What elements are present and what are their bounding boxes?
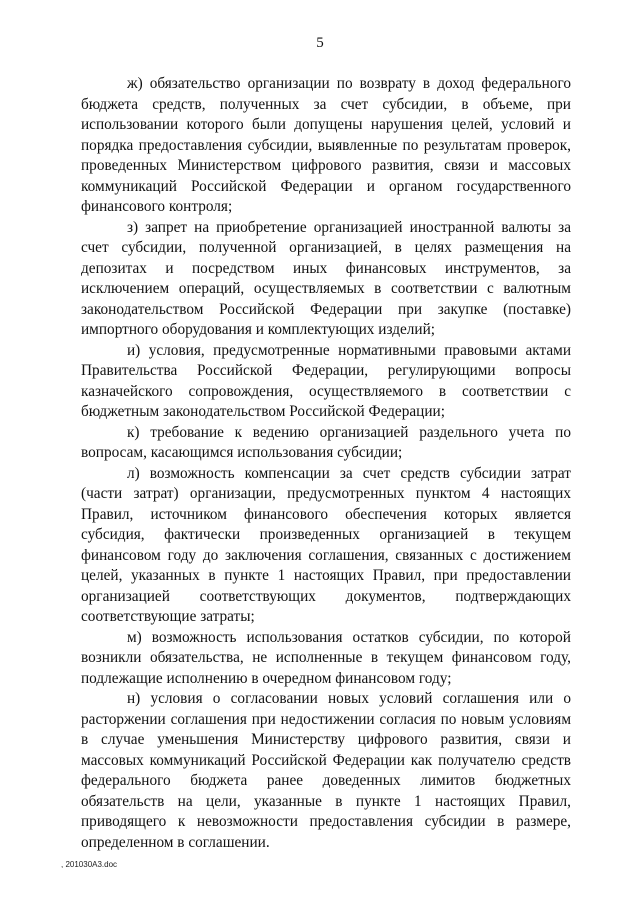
paragraph-zh: ж) обязательство организации по возврату в доход федерального бюджета средств, полученных за счет субсидии, в объеме, при использовании которого были допущены нарушения целей, условий и порядка предоставления субсидии, выявленные по результатам проверок, проведенных Министерством цифрового развития, связи и массовых коммуникаций Российской Федерации и органом государственного финансового контроля; — [81, 75, 571, 215]
paragraph-i: и) условия, предусмотренные нормативными правовыми актами Правительства Российской Федерации, регулирующими вопросы казначейского сопровождения, осуществляемого в соответствии с бюджетным законодательством Российской Федерации; — [81, 341, 571, 420]
document-body — [81, 74, 571, 853]
paragraph-l: л) возможность компенсации за счет средств субсидии затрат (части затрат) организации, предусмотренных пунктом 4 настоящих Правил, источником финансового обеспечения которых является субсидия, фактически произведенных организацией в текущем финансовом году до заключения соглашения, связанных с достижением целей, указанных в пункте 1 настоящих Правил, при предоставлении организацией соответствующих документов, подтверждающих соответствующие затраты; — [81, 464, 571, 625]
paragraph-m: м) возможность использования остатков субсидии, по которой возникли обязательства, не исполненные в текущем финансовом году, подлежащие исполнению в очередном финансовом году; — [81, 628, 571, 687]
paragraph-k: к) требование к ведению организацией раздельного учета по вопросам, касающимся использования субсидии; — [81, 423, 571, 461]
paragraph-z: з) запрет на приобретение организацией иностранной валюты за счет субсидии, полученной организацией, в целях размещения на депозитах и посредством иных финансовых инструментов, за исключением операций, осуществляемых в соответствии с валютным законодательством Российской Федерации при закупке (поставке) импортного оборудования и комплектующих изделий; — [81, 218, 571, 338]
paragraph-n: н) условия о согласовании новых условий соглашения или о расторжении соглашения при недостижении согласия по новым условиям в случае уменьшения Министерству цифрового развития, связи и массовых коммуникаций Российской Федерации как получателю средств федерального бюджета ранее доведенных лимитов бюджетных обязательств на цели, указанные в пункте 1 настоящих Правил, приводящего к невозможности предоставления субсидии в размере, определенном в соглашении. — [81, 690, 571, 851]
page-number: 5 — [316, 35, 324, 51]
file-name-footer: , 201030А3.doc — [61, 860, 118, 869]
